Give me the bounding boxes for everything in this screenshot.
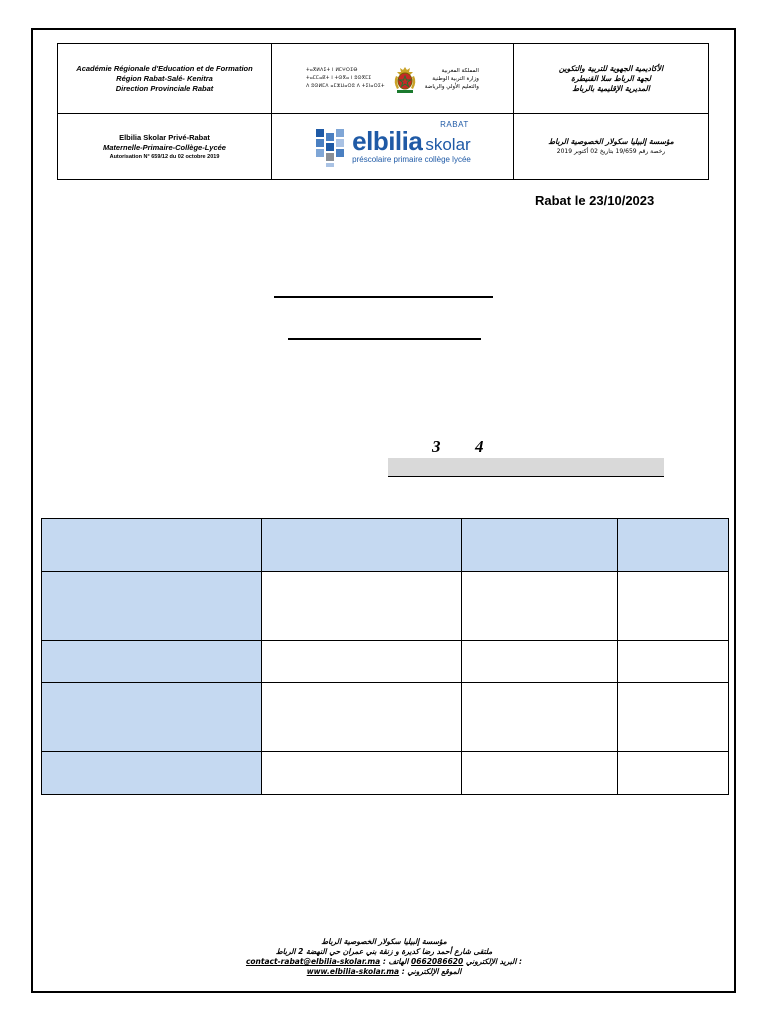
footer-phone: 0662086620 xyxy=(411,957,464,966)
table-row-label-cell xyxy=(42,572,262,641)
ministry-arabic xyxy=(425,67,479,91)
data-table xyxy=(41,518,729,795)
academy-line-3: Direction Provinciale Rabat xyxy=(115,83,214,93)
table-cell xyxy=(462,752,618,795)
school-levels: Maternelle-Primaire-Collège-Lycée xyxy=(103,142,226,152)
morocco-coat-of-arms-icon xyxy=(391,64,419,94)
logo-tagline: préscolaire primaire collège lycée xyxy=(352,154,471,164)
table-row-label-cell xyxy=(42,683,262,752)
footer-school-name: مؤسسة إلبيليا سكولار الخصوصية الرباط xyxy=(321,937,447,946)
table-header-cell xyxy=(262,519,462,572)
table-cell xyxy=(262,683,462,752)
table-row xyxy=(42,641,729,683)
academy-line-2: Région Rabat-Salé- Kenitra xyxy=(116,73,213,83)
table-header-cell xyxy=(618,519,729,572)
academy-arabic xyxy=(514,44,708,114)
school-logo xyxy=(314,119,471,167)
ministry-tifinagh xyxy=(306,67,385,91)
school-logo-cell xyxy=(272,114,514,179)
table-row-label-cell xyxy=(42,641,262,683)
table-cell xyxy=(618,752,729,795)
academy-line-1: Académie Régionale d'Education et de Formation xyxy=(76,63,253,73)
school-authorization: Autorisation N° 659/12 du 02 octobre 2019 xyxy=(109,153,220,160)
ministry-emblem-cell xyxy=(272,44,514,114)
school-arabic-authorization: رخصة رقم 19/659 بتاريخ 02 أكتوبر 2019 xyxy=(556,148,666,155)
document-date: Rabat le 23/10/2023 xyxy=(535,193,655,208)
letterhead xyxy=(57,43,709,180)
logo-city: RABAT xyxy=(440,119,469,129)
table-row-label-cell xyxy=(42,752,262,795)
school-info xyxy=(58,114,272,179)
table-cell xyxy=(262,572,462,641)
footer xyxy=(0,937,768,977)
elbilia-cubes-logo-icon xyxy=(314,127,346,167)
number-four: 4 xyxy=(475,437,484,456)
footer-website-label: : الموقع الإلكتروني xyxy=(401,967,462,976)
number-three: 3 xyxy=(432,437,441,456)
table-cell xyxy=(462,641,618,683)
table-cell xyxy=(462,572,618,641)
table-header-cell xyxy=(42,519,262,572)
footer-website-line xyxy=(0,967,768,977)
table-cell xyxy=(618,641,729,683)
school-arabic-name: مؤسسة إلبيليا سكولار الخصوصية الرباط xyxy=(548,137,674,146)
academy-arabic-line-2: لجهة الرباط سلا القنيطرة xyxy=(571,73,651,83)
title-underline-2 xyxy=(288,338,481,340)
ministry-arabic-1: المملكة المغربية xyxy=(441,67,479,74)
table-cell xyxy=(262,752,462,795)
table-row xyxy=(42,572,729,641)
ministry-arabic-3: والتعليم الأولي والرياضة xyxy=(424,83,479,90)
ministry-tifinagh-2: ⵜⴰⵎⵎⴰⴽⵜ ⵏ ⵜⵙⴳⴰ ⵏ ⵓⵙⴳⵎⵉ xyxy=(306,75,372,81)
ministry-tifinagh-3: ⴷ ⵓⵙⵍⵎⴷ ⴰⵎⵣⵡⴰⵔⵓ ⴷ ⵜⵉⵏⴰⵔⵉⵜ xyxy=(306,83,385,89)
table-row xyxy=(42,752,729,795)
table-cell xyxy=(462,683,618,752)
table-cell xyxy=(262,641,462,683)
footer-email-label: : البريد الإلكتروني xyxy=(382,957,517,966)
table-cell xyxy=(618,683,729,752)
logo-sub: skolar xyxy=(425,134,471,154)
table-header-cell xyxy=(462,519,618,572)
footer-website-link[interactable]: www.elbilia-skolar.ma xyxy=(306,967,400,976)
footer-phone-label: الهاتف : xyxy=(388,957,523,966)
ministry-arabic-2: وزارة التربية الوطنية xyxy=(432,75,479,82)
footer-contact-line xyxy=(0,957,768,967)
academy-arabic-line-3: المديرية الإقليمية بالرباط xyxy=(572,83,650,93)
title-underline-1 xyxy=(274,296,493,298)
logo-brand: elbilia xyxy=(352,125,423,156)
ministry-tifinagh-1: ⵜⴰⴳⵍⴷⵉⵜ ⵏ ⵍⵎⵖⵔⵉⴱ xyxy=(306,67,358,73)
footer-address: ملتقى شارع أحمد رضا كديرة و زنقة بني عمران حي النهضة 2 الرباط xyxy=(275,947,493,956)
table-row xyxy=(42,683,729,752)
footer-email-link[interactable]: contact-rabat@elbilia-skolar.ma xyxy=(245,957,381,966)
table-header-row xyxy=(42,519,729,572)
academy-arabic-line-1: الأكاديمية الجهوية للتربية والتكوين xyxy=(558,63,664,73)
school-name: Elbilia Skolar Privé-Rabat xyxy=(119,132,210,142)
grey-highlight-bar xyxy=(388,458,664,477)
academy-french xyxy=(58,44,272,114)
school-info-arabic xyxy=(514,114,708,179)
table-cell xyxy=(618,572,729,641)
